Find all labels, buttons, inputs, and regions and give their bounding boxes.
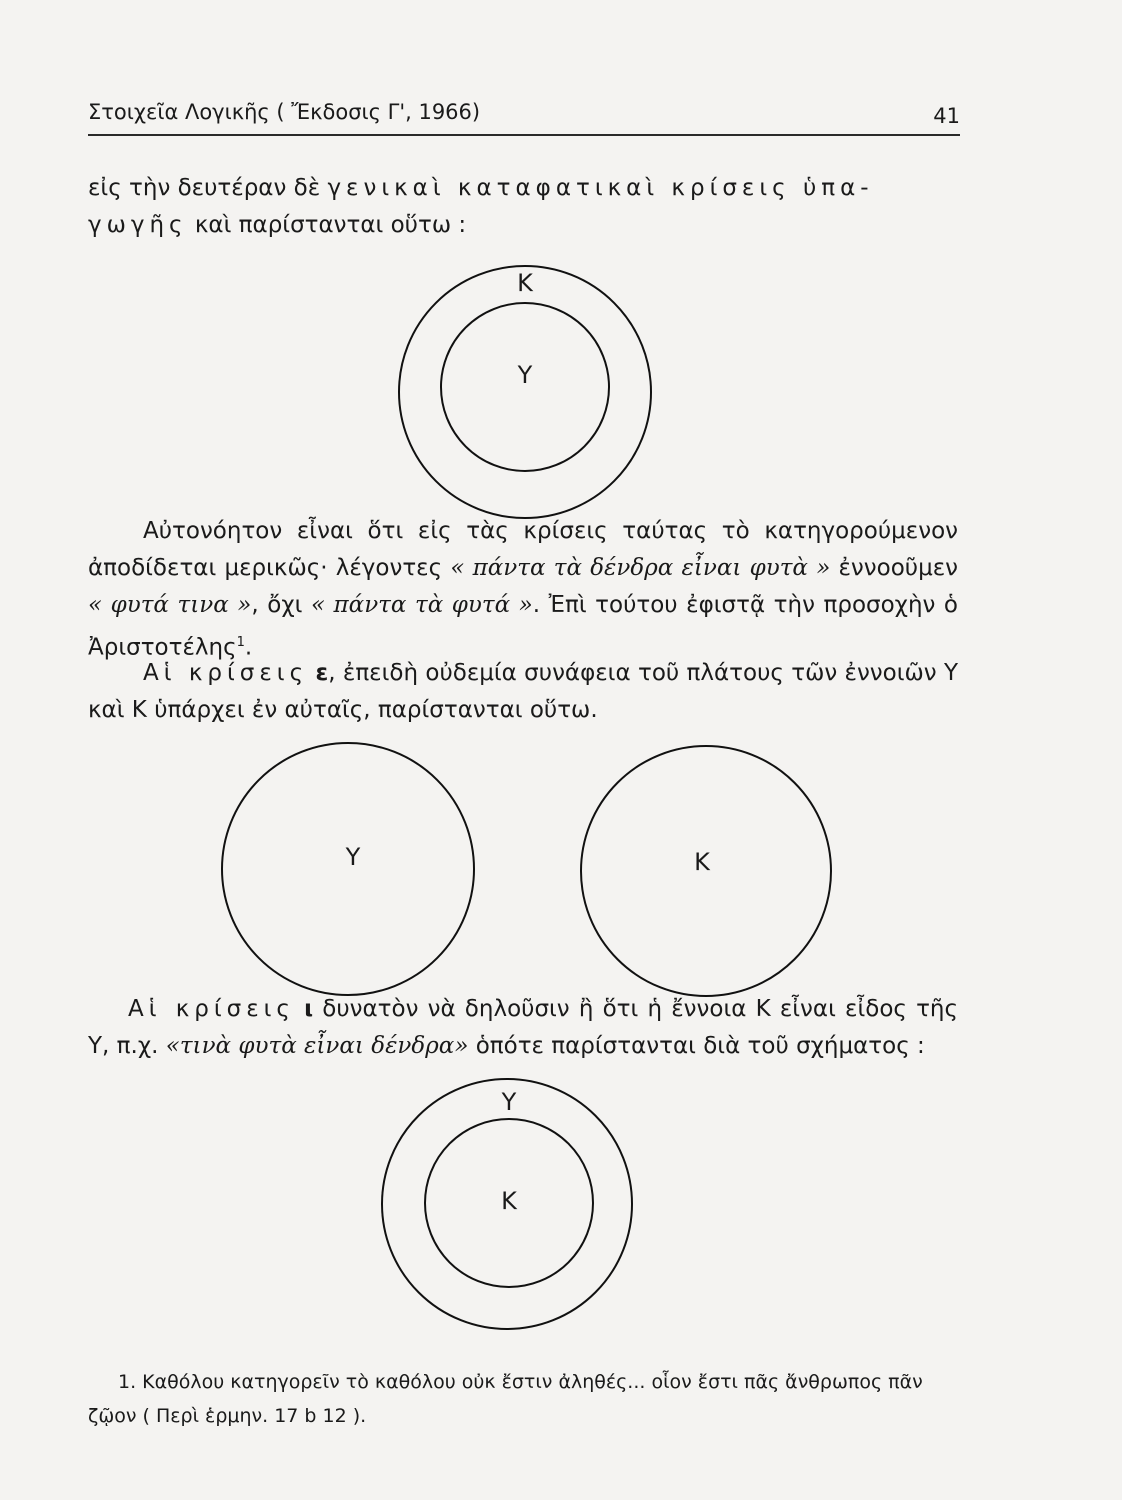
explanation-text-2: ἐννοοῦμεν [830, 555, 958, 581]
paragraph-e-judgments [88, 655, 958, 729]
explanation-text-1: Αὐτονόητον εἶναι ὅτι εἰς τὰς κρίσεις ταύτας τὸ κατηγορούμενον ἀποδίδεται μερικῶς· λέγοντες [88, 518, 958, 581]
page-number: 41 [933, 104, 960, 128]
paragraph-i-judgments [88, 991, 958, 1065]
inner-circle-label: Κ [501, 1187, 517, 1215]
footnote-reference: 1 [236, 635, 245, 650]
i-judgments-heading: Αἱ κρίσεις [128, 996, 295, 1022]
quote-some-plants: « φυτά τινα » [88, 592, 252, 618]
quote-all-trees: « πάντα τὰ δένδρα εἶναι φυτὰ » [450, 555, 831, 581]
explanation-text-4: . Ἐπὶ τούτου ἐφιστᾷ τὴν προσοχὴν ὁ Ἀριστοτέλης [88, 592, 958, 661]
outer-circle-label: Υ [501, 1088, 517, 1116]
paragraph-intro [88, 170, 958, 244]
page-header [88, 98, 960, 136]
footnote: 1. Καθόλου κατηγορεῖν τὸ καθόλου οὐκ ἔστιν ἀληθές... οἷον ἔστι πᾶς ἄνθρωπος πᾶν ζῷον ( Περὶ ἑρμην. 17 b 12 ). [88, 1371, 923, 1427]
circle-y-label: Υ [345, 843, 361, 871]
circle-k-label: Κ [694, 848, 710, 876]
intro-line2-spaced: γωγῆς [88, 212, 188, 238]
paragraph-explanation [88, 513, 958, 667]
intro-text: εἰς τὴν δευτέραν δὲ [88, 175, 321, 201]
i-judgments-text-1: δυνατὸν νὰ δηλοῦσιν ἢ ὅτι ἡ ἔννοια Κ εἶναι εἶδος τῆς Υ, π.χ. [88, 996, 958, 1059]
running-title: Στοιχεῖα Λογικῆς ( Ἔκδοσις Γ', 1966) [88, 100, 481, 124]
inner-circle-label: Υ [517, 361, 533, 389]
intro-spaced-text: γενικαὶ καταφατικαὶ κρίσεις ὑπα- [327, 175, 874, 201]
e-judgments-heading: Αἱ κρίσεις [143, 660, 309, 686]
quote-all-plants: « πάντα τὰ φυτά » [310, 592, 533, 618]
e-symbol: ε [315, 660, 329, 686]
explanation-text-5: . [244, 634, 253, 661]
i-symbol: ι [304, 996, 314, 1022]
outer-circle-label: Κ [517, 269, 533, 297]
intro-line2-text: καὶ παρίστανται οὕτω : [187, 212, 467, 238]
e-judgments-text: , ἐπειδὴ οὐδεμία συνάφεια τοῦ πλάτους τῶν ἐννοιῶν Υ καὶ Κ ὑπάρχει ἐν αὐταῖς, παρίστανται οὕτω. [88, 660, 959, 723]
quote-some-plants-trees: «τινὰ φυτὰ εἶναι δένδρα» [165, 1033, 469, 1059]
i-judgments-text-2: ὁπότε παρίστανται διὰ τοῦ σχήματος : [468, 1033, 925, 1059]
explanation-text-3: , ὄχι [251, 592, 311, 618]
